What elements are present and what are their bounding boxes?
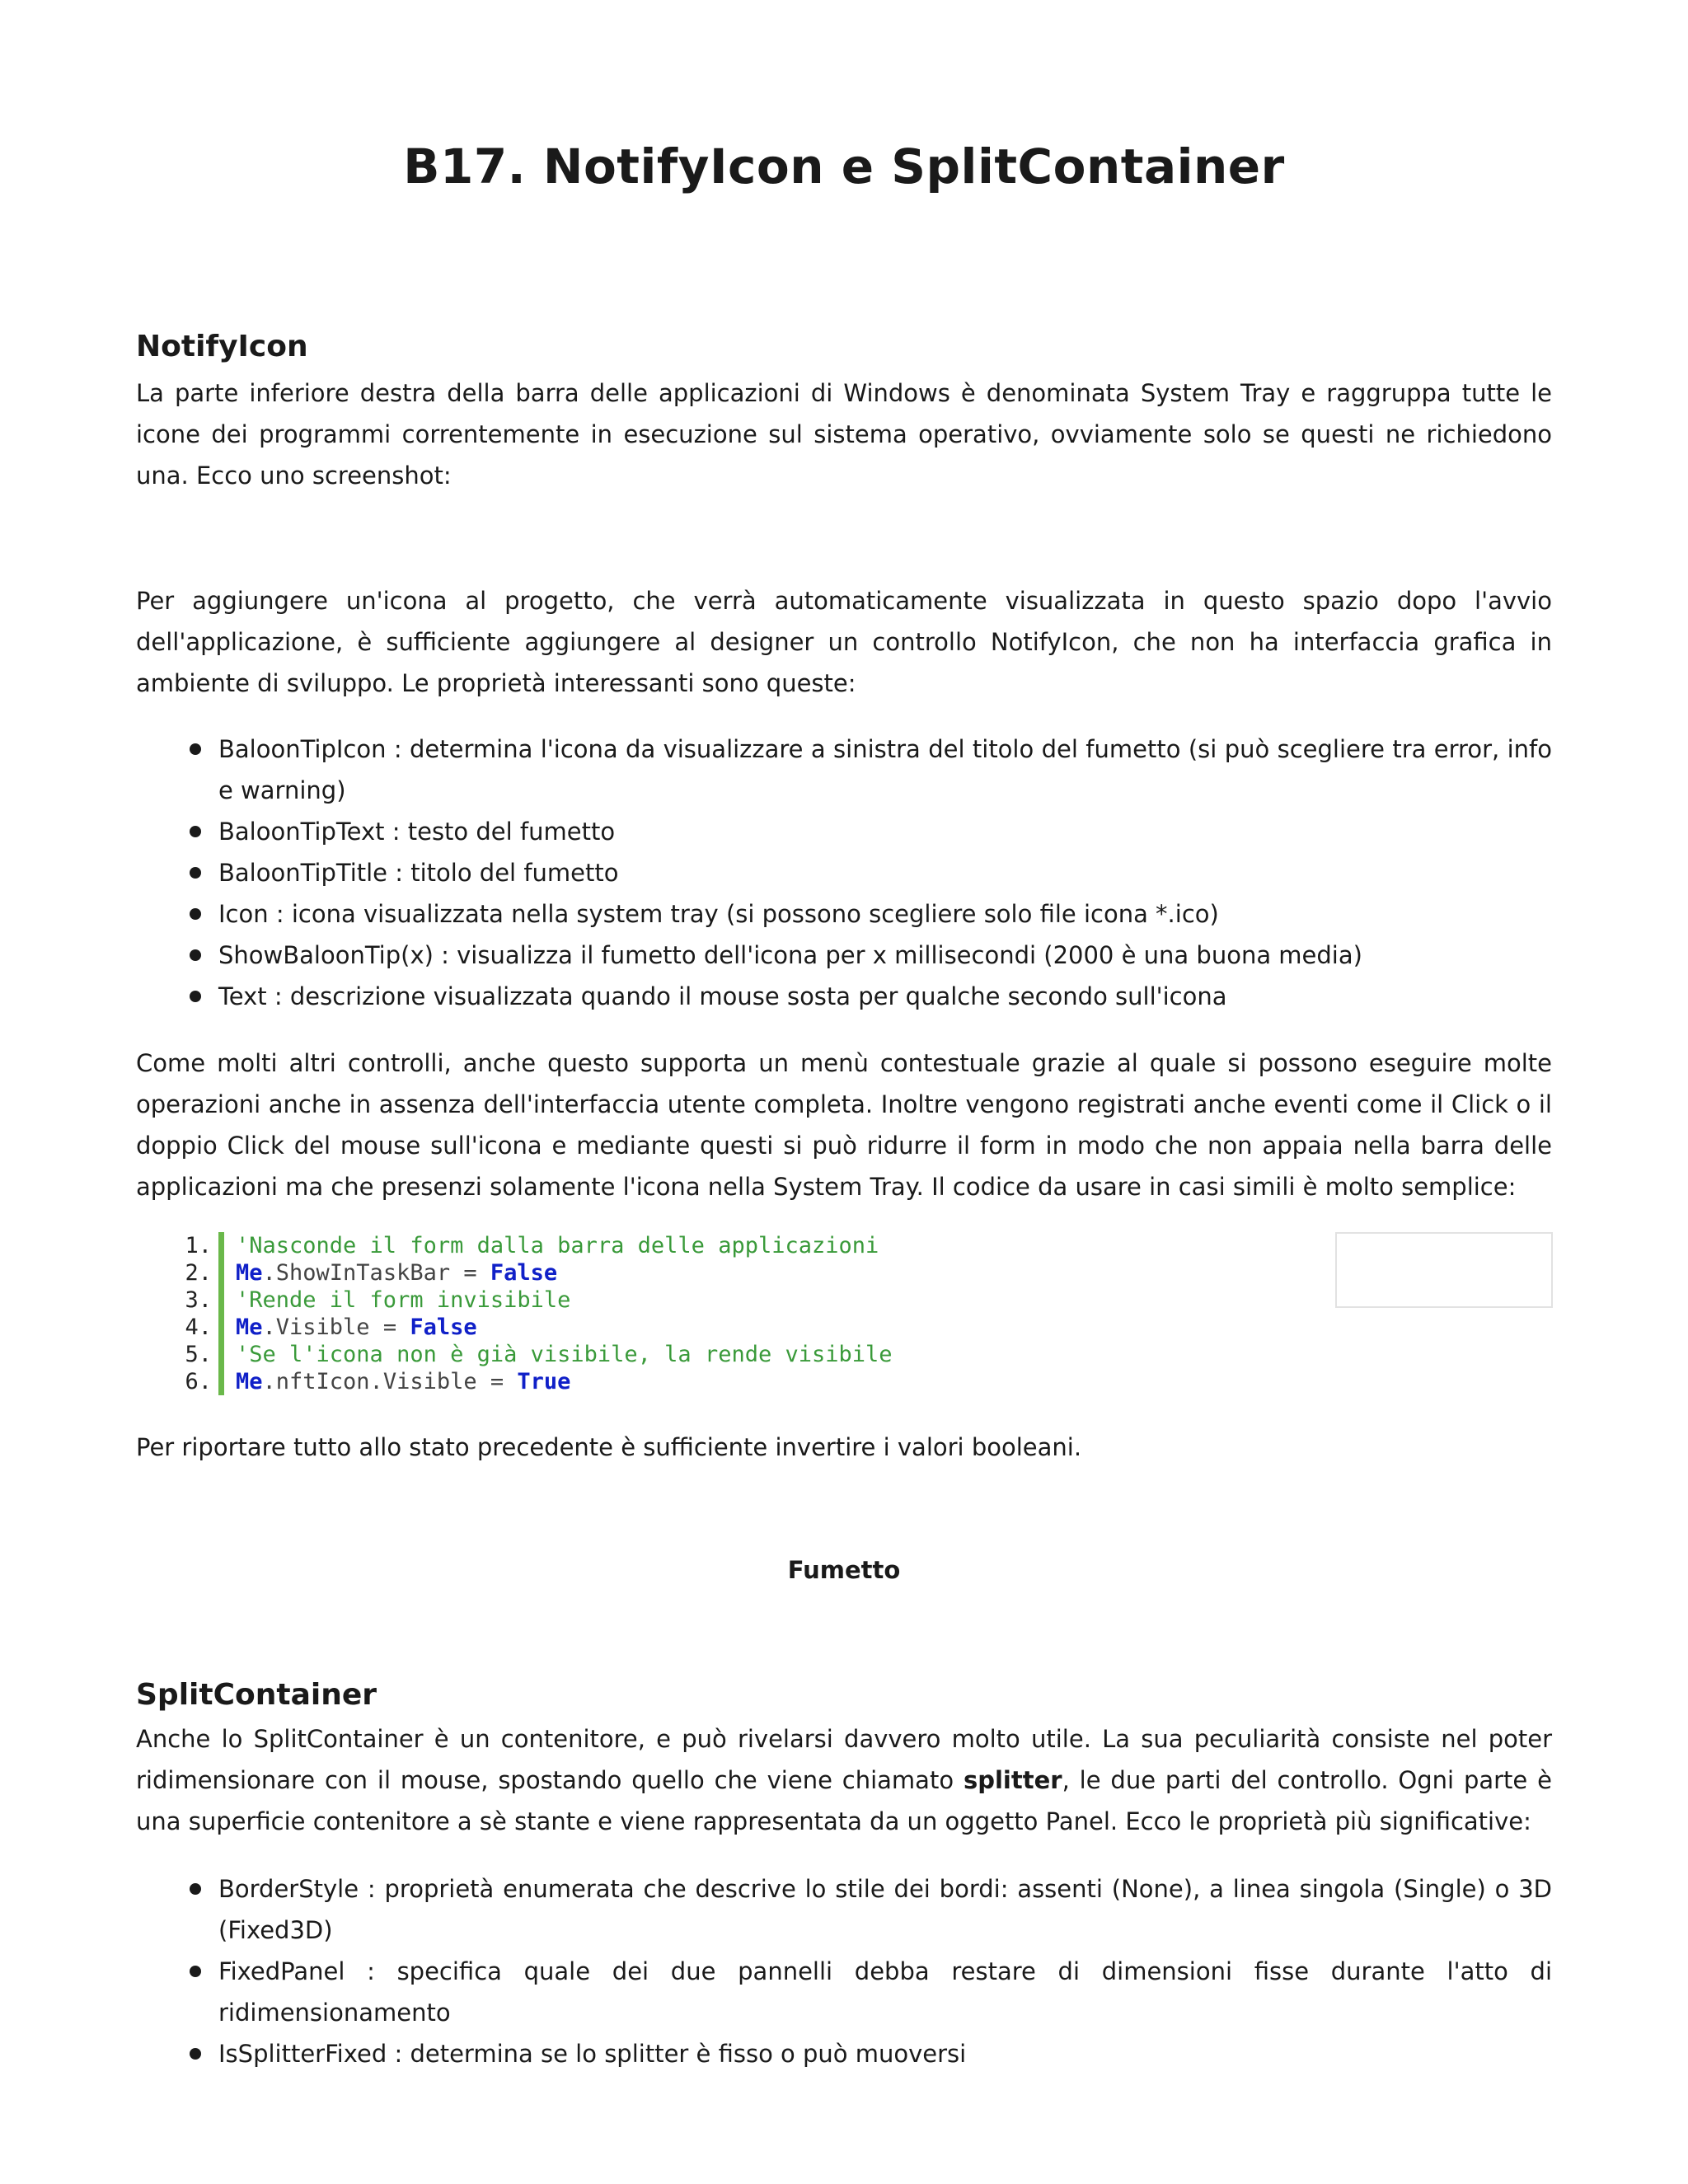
code-comment: 'Se l'icona non è già visibile, la rende visibile	[236, 1342, 893, 1367]
bullet-icon	[190, 2048, 201, 2060]
bullet-icon	[190, 1966, 201, 1977]
code-line-number: 4.	[185, 1315, 212, 1340]
bullet-icon	[190, 949, 201, 961]
paragraph-intro: La parte inferiore destra della barra delle applicazioni di Windows è denominata System Tray e raggruppa tutte le icone dei programmi correntemente in esecuzione sul sistema operativo, ovviamente solo se questi ne richiedono una. Ecco uno screenshot:	[136, 379, 1552, 490]
code-toolbar-box	[1335, 1232, 1553, 1308]
list-item	[136, 1868, 1552, 1951]
code-gutter-bar	[218, 1232, 224, 1259]
code-line-text	[224, 1314, 477, 1341]
property-list-splitcontainer	[136, 1868, 1552, 2074]
list-item-text: BaloonTipText : testo del fumetto	[218, 818, 616, 846]
code-gutter-bar	[218, 1341, 224, 1368]
code-keyword: False	[490, 1260, 558, 1286]
code-block	[136, 1232, 1339, 1395]
list-item-text: BaloonTipIcon : determina l'icona da visualizzare a sinistra del titolo del fumetto (si può scegliere tra error, info e warning)	[218, 735, 1552, 804]
list-item	[136, 811, 1552, 852]
code-comment: 'Nasconde il form dalla barra delle applicazioni	[236, 1233, 879, 1258]
bullet-icon	[190, 867, 201, 879]
list-item-text: FixedPanel : specifica quale dei due pannelli debba restare di dimensioni fisse durante l'atto di ridimensionamento	[218, 1957, 1552, 2027]
bullet-icon	[190, 743, 201, 755]
paragraph-add-icon: Per aggiungere un'icona al progetto, che verrà automaticamente visualizzata in questo spazio dopo l'avvio dell'applicazione, è sufficiente aggiungere al designer un controllo NotifyIcon, che non ha interfaccia grafica in ambiente di sviluppo. Le proprietà interessanti sono queste:	[136, 587, 1552, 697]
code-line-number: 6.	[185, 1369, 212, 1394]
splitter-term: splitter	[963, 1766, 1062, 1794]
property-list-notifyicon	[136, 729, 1552, 1017]
section-heading-notifyicon: NotifyIcon	[136, 330, 308, 363]
list-item-text: Icon : icona visualizzata nella system tray (si possono scegliere solo file icona *.ico)	[218, 900, 1219, 928]
code-keyword: True	[517, 1369, 571, 1394]
code-gutter-bar	[218, 1368, 224, 1395]
bullet-icon	[190, 826, 201, 837]
bullet-icon	[190, 991, 201, 1002]
list-item	[136, 1951, 1552, 2033]
code-token: .nftIcon.Visible =	[262, 1369, 518, 1394]
page-title: B17. NotifyIcon e SplitContainer	[403, 138, 1285, 194]
code-gutter-bar	[218, 1286, 224, 1314]
code-token: .ShowInTaskBar =	[262, 1260, 490, 1286]
code-token: .Visible =	[262, 1315, 410, 1340]
code-line-number: 1.	[185, 1233, 212, 1258]
paragraph-restore: Per riportare tutto allo stato precedente è sufficiente invertire i valori booleani.	[136, 1433, 1082, 1461]
code-line-number: 2.	[185, 1260, 212, 1286]
code-line-number: 3.	[185, 1287, 212, 1313]
code-line	[136, 1259, 1339, 1286]
code-line	[136, 1368, 1339, 1395]
paragraph-splitcontainer-part1: Anche lo SplitContainer è un contenitore, e può rivelarsi davvero molto utile. La sua peculiarità consiste nel poter ridimensionare con il mouse, spostando quello che viene chiamato	[136, 1725, 1552, 1794]
list-item	[136, 976, 1552, 1017]
code-line	[136, 1314, 1339, 1341]
image-caption-fumetto: Fumetto	[787, 1556, 901, 1584]
bullet-icon	[190, 1883, 201, 1895]
code-gutter-bar	[218, 1259, 224, 1286]
code-keyword: Me	[236, 1260, 263, 1286]
list-item-text: IsSplitterFixed : determina se lo splitter è fisso o può muoversi	[218, 2040, 967, 2068]
list-item	[136, 2033, 1552, 2074]
code-line-text	[224, 1341, 893, 1368]
list-item	[136, 729, 1552, 811]
code-comment: 'Rende il form invisibile	[236, 1287, 571, 1313]
code-line	[136, 1341, 1339, 1368]
code-line-text	[224, 1286, 570, 1314]
list-item	[136, 852, 1552, 893]
list-item	[136, 935, 1552, 976]
code-keyword: Me	[236, 1315, 263, 1340]
code-keyword: Me	[236, 1369, 263, 1394]
section-heading-splitcontainer: SplitContainer	[136, 1678, 377, 1712]
paragraph-splitcontainer-part2: , le due parti del controllo. Ogni parte è una superficie contenitore a sè stante e viene rappresentata da un oggetto Panel. Ecco le proprietà più significative:	[136, 1766, 1552, 1835]
code-line-text	[224, 1259, 557, 1286]
code-line	[136, 1232, 1339, 1259]
bullet-icon	[190, 908, 201, 920]
list-item-text: Text : descrizione visualizzata quando il mouse sosta per qualche secondo sull'icona	[218, 982, 1227, 1010]
list-item	[136, 893, 1552, 935]
code-keyword: False	[410, 1315, 477, 1340]
paragraph-splitcontainer	[136, 1718, 1552, 1842]
code-line-text	[224, 1232, 879, 1259]
list-item-text: ShowBaloonTip(x) : visualizza il fumetto dell'icona per x millisecondi (2000 è una buona media)	[218, 941, 1362, 969]
list-item-text: BaloonTipTitle : titolo del fumetto	[218, 859, 619, 887]
code-gutter-bar	[218, 1314, 224, 1341]
paragraph-context-menu: Come molti altri controlli, anche questo supporta un menù contestuale grazie al quale si possono eseguire molte operazioni anche in assenza dell'interfaccia utente completa. Inoltre vengono registrati anche eventi come il Click o il doppio Click del mouse sull'icona e mediante questi si può ridurre il form in modo che non appaia nella barra delle applicazioni ma che presenzi solamente l'icona nella System Tray. Il codice da usare in casi simili è molto semplice:	[136, 1049, 1552, 1201]
list-item-text: BorderStyle : proprietà enumerata che descrive lo stile dei bordi: assenti (None), a linea singola (Single) o 3D (Fixed3D)	[218, 1875, 1552, 1944]
code-line-text	[224, 1368, 570, 1395]
code-line-number: 5.	[185, 1342, 212, 1367]
code-line	[136, 1286, 1339, 1314]
